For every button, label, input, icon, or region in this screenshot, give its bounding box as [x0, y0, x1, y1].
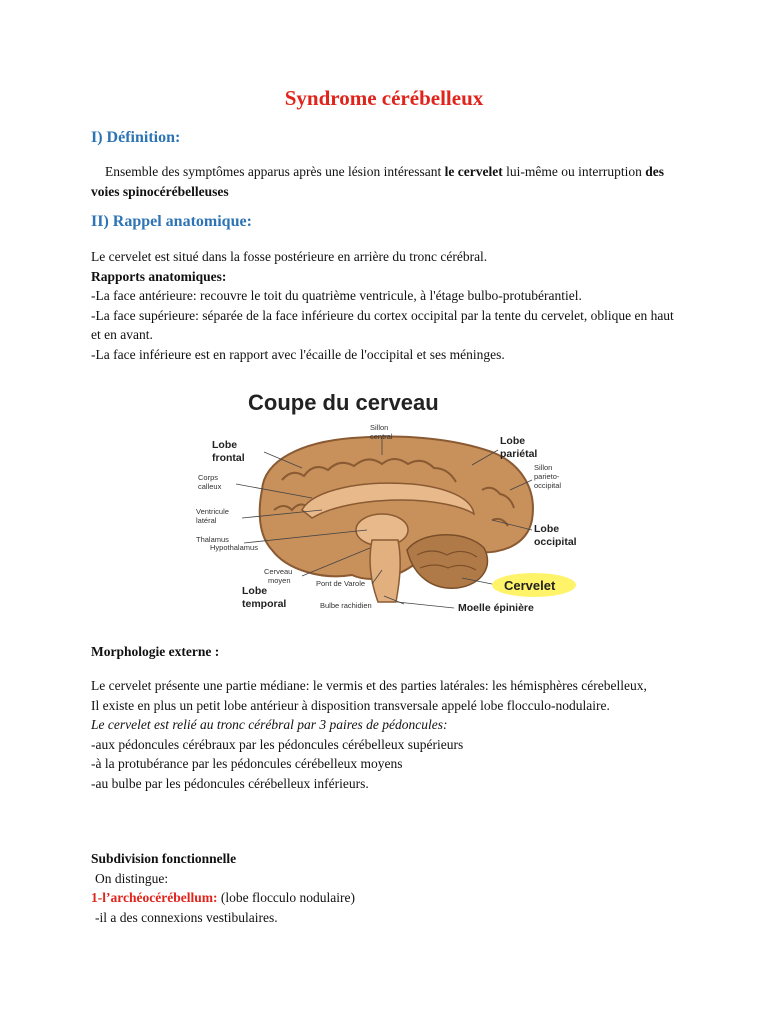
label-hypothalamus: Hypothalamus	[210, 543, 258, 552]
label-lobe-temporal-2: temporal	[242, 598, 287, 610]
subdiv-archeo-desc: (lobe flocculo nodulaire)	[217, 890, 356, 905]
subdivision-heading: Subdivision fonctionnelle	[91, 851, 237, 866]
brain-diagram	[192, 380, 604, 620]
morph-line-6: -au bulbe par les pédoncules cérébelleux inférieurs.	[91, 775, 369, 791]
morph-line-4: -aux pédoncules cérébraux par les pédoncules cérébelleux supérieurs	[91, 736, 464, 752]
figure-title: Coupe du cerveau	[248, 390, 439, 415]
label-pont: Pont de Varole	[316, 579, 366, 588]
label-cerveau-moyen-1: Cerveau	[264, 567, 293, 576]
label-cervelet: Cervelet	[504, 578, 556, 593]
definition-bold-voies: des voies spinocérébelleuses	[91, 164, 664, 199]
morph-line-1: Le cervelet présente une partie médiane: le vermis et des parties latérales: les hémisphères cérebelleux,	[91, 678, 647, 693]
morph-line-5: -à la protubérance par les pédoncules cérébelleux moyens	[91, 756, 403, 771]
label-ventricule-1: Ventricule	[196, 507, 229, 516]
rappel-line-2: -La face antérieure: recouvre le toit du quatrième ventricule, à l'étage bulbo-protubérantiel.	[91, 288, 582, 303]
section-heading-definition: I) Définition:	[91, 129, 181, 146]
label-thalamus: Thalamus	[196, 535, 229, 544]
definition-bold-cervelet: le cervelet	[444, 164, 503, 179]
rappel-line-3: -La face supérieure: séparée de la face inférieure du cortex occipital par la tente du cervelet, oblique en haut et en avant.	[91, 307, 674, 342]
label-sillon-po-3: occipital	[534, 481, 562, 490]
label-corps-calleux-2: calleux	[198, 482, 222, 491]
subdiv-archeo-term: 1-l’archéocérébellum:	[91, 890, 218, 905]
label-corps-calleux-1: Corps	[198, 473, 219, 482]
label-sillon-central-1: Sillon	[370, 423, 389, 432]
brain-section-figure	[192, 380, 604, 620]
morph-line-3: Le cervelet est relié au tronc cérébral par 3 paires de pédoncules:	[91, 717, 448, 732]
label-lobe-occipital-1: Lobe	[534, 523, 560, 535]
rappel-paragraph	[91, 247, 681, 364]
morphologie-heading: Morphologie externe :	[91, 644, 220, 659]
label-sillon-po-1: Sillon	[534, 463, 553, 472]
rappel-line-1: Le cervelet est situé dans la fosse postérieure en arrière du tronc cérébral.	[91, 249, 488, 264]
label-bulbe: Bulbe rachidien	[320, 601, 372, 610]
label-moelle: Moelle épinière	[458, 602, 534, 614]
label-cerveau-moyen-2: moyen	[268, 576, 291, 585]
label-ventricule-2: latéral	[196, 516, 217, 525]
page-title: Syndrome cérébelleux	[284, 86, 484, 110]
label-lobe-temporal-1: Lobe	[242, 585, 268, 597]
brainstem-shape	[370, 540, 400, 602]
section-heading-rappel: II) Rappel anatomique:	[91, 213, 252, 230]
morphologie-paragraph	[91, 676, 681, 793]
label-lobe-parietal-2: pariétal	[500, 448, 538, 460]
label-lobe-parietal-1: Lobe	[500, 435, 526, 447]
label-sillon-po-2: parieto-	[534, 472, 560, 481]
definition-paragraph	[91, 162, 681, 201]
label-lobe-frontal-1: Lobe	[212, 439, 238, 451]
label-sillon-central-2: central	[370, 432, 393, 441]
subdiv-line-1: On distingue:	[95, 870, 169, 886]
morph-line-2: Il existe en plus un petit lobe antérieur à disposition transversale appelé lobe flocculo-nodulaire.	[91, 697, 610, 713]
rappel-line-4: -La face inférieure est en rapport avec l'écaille de l'occipital et ses méninges.	[91, 346, 505, 362]
rapports-subheading: Rapports anatomiques:	[91, 268, 227, 284]
subdivision-paragraph	[91, 849, 681, 927]
label-lobe-occipital-2: occipital	[534, 536, 577, 548]
subdiv-archeo-line	[91, 888, 681, 908]
definition-text-b: lui-même ou interruption	[502, 164, 646, 179]
definition-text-a: Ensemble des symptômes apparus après une lésion intéressant	[105, 164, 445, 179]
subdiv-line-3: -il a des connexions vestibulaires.	[95, 909, 278, 925]
label-lobe-frontal-2: frontal	[212, 452, 245, 464]
cerebellum-shape	[407, 535, 488, 588]
